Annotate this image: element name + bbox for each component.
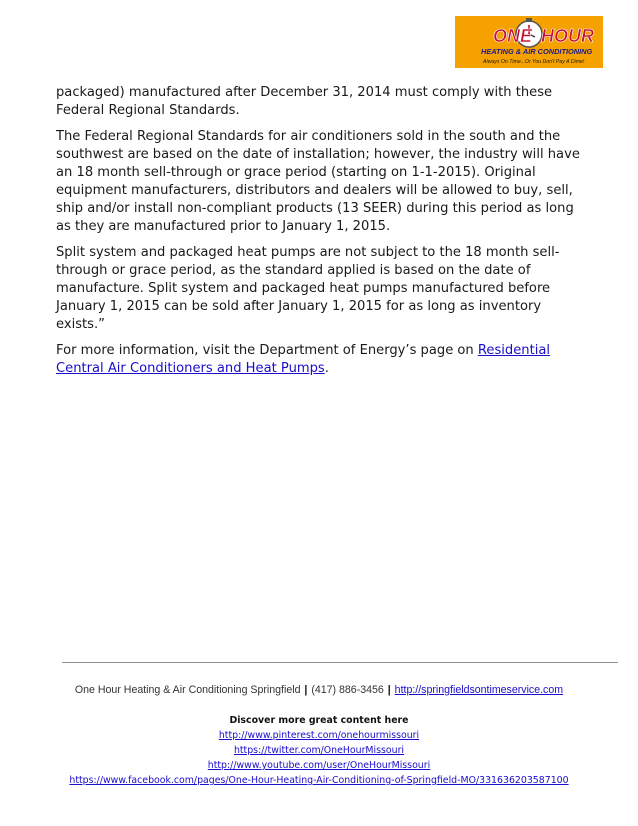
paragraph-standards-continued: packaged) manufactured after December 31, 2014 must comply with these Federal Regional Standards.	[56, 85, 553, 118]
footer-website-link[interactable]: http://springfieldsontimeservice.com	[394, 684, 564, 696]
footer-contact	[0, 684, 638, 696]
stopwatch-icon	[455, 16, 603, 68]
more-info-period: .	[324, 361, 329, 376]
doe-residential-link[interactable]: Residential Central Air Conditioners and Heat Pumps	[56, 343, 551, 376]
logo-slogan: Always On Time...Or You Don't Pay A Dime!	[483, 59, 585, 65]
twitter-link[interactable]: https://twitter.com/OneHourMissouri	[233, 745, 405, 756]
logo-word-one: ONE	[493, 26, 533, 46]
paragraph-more-info	[56, 342, 586, 378]
paragraph-heat-pumps: Split system and packaged heat pumps are not subject to the 18 month sell-through or grace period, as the standard applied is based on the date of manufacture. Split system and packaged heat pumps manufactured before January 1, 2015 can be sold after January 1, 2015 for as long as inventory exists.”	[56, 245, 560, 332]
footer-separator: |	[304, 684, 308, 696]
pinterest-link[interactable]: http://www.pinterest.com/onehourmissouri	[218, 730, 420, 741]
paragraph-regional-standards: The Federal Regional Standards for air conditioners sold in the south and the southwest are based on the date of installation; however, the industry will have an 18 month sell-through or grace period (starting on 1-1-2015). Original equipment manufacturers, distributors and dealers will be allowed to buy, sell, ship and/or install non-compliant products (13 SEER) during this period as long as they are manufactured prior to January 1, 2015.	[56, 129, 580, 234]
footer-separator-2: |	[387, 684, 391, 696]
footer-company-name: One Hour Heating & Air Conditioning Springfield	[74, 684, 301, 696]
footer-phone: (417) 886-3456	[311, 684, 384, 696]
more-info-text: For more information, visit the Department of Energy’s page on	[56, 343, 478, 358]
facebook-link[interactable]: https://www.facebook.com/pages/One-Hour-Heating-Air-Conditioning-of-Springfield-MO/331636203587100	[69, 775, 569, 786]
company-logo	[455, 16, 603, 68]
footer-social-links	[0, 713, 638, 788]
document-body	[56, 84, 586, 386]
footer-divider	[62, 662, 618, 663]
logo-tagline: HEATING & AIR CONDITIONING	[481, 47, 593, 56]
logo-word-hour: HOUR	[541, 26, 594, 46]
discover-heading: Discover more great content here	[229, 715, 409, 726]
youtube-link[interactable]: http://www.youtube.com/user/OneHourMissouri	[207, 760, 431, 771]
